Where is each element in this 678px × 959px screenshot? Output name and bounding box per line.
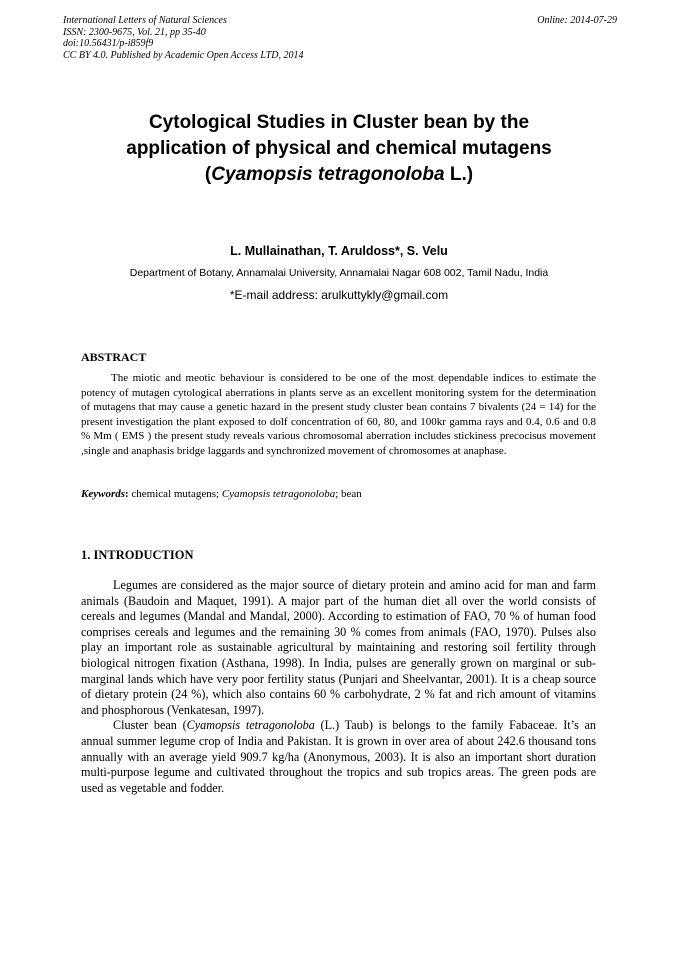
journal-header xyxy=(63,15,617,61)
journal-name: International Letters of Natural Sciences xyxy=(63,15,227,26)
intro-p2-start: Cluster bean ( xyxy=(113,718,187,733)
intro-paragraph-2 xyxy=(81,718,596,796)
title-line-1: Cytological Studies in Cluster bean by the xyxy=(148,112,530,133)
keywords-species: Cyamopsis tetragonoloba xyxy=(221,488,336,500)
title-line-3 xyxy=(80,162,598,188)
intro-p2-rest: (L.) Taub) is belongs to the family Fabaceae. It’s an annual summer legume crop of India and Pakistan. It is grown in over area of about 242.6 thousand tons annually with an average yield 909.7 kg/ha (Anonymous, 2003). It is also an important short duration multi-purpose legume and cultivated throughout the tropics and sub tropics areas. The green pods are used as vegetable and fodder. xyxy=(81,718,596,795)
intro-p2-species: Cyamopsis tetragonoloba xyxy=(186,718,315,733)
authors: L. Mullainathan, T. Aruldoss*, S. Velu xyxy=(230,244,448,258)
issn-line: ISSN: 2300-9675, Vol. 21, pp 35-40 xyxy=(63,26,206,38)
keywords-part-1: chemical mutagens; xyxy=(131,488,222,500)
introduction-body xyxy=(81,578,596,796)
paper-title xyxy=(80,110,598,188)
doi-line: doi:10.56431/p-i859f9 xyxy=(63,38,154,49)
affiliation: Department of Botany, Annamalai University, Annamalai Nagar 608 002, Tamil Nadu, India xyxy=(129,267,549,279)
title-species: Cyamopsis tetragonoloba xyxy=(211,164,445,185)
title-line-2: application of physical and chemical mutagens xyxy=(126,138,552,159)
intro-paragraph-1: Legumes are considered as the major source of dietary protein and amino acid for man and farm animals (Baudoin and Maquet, 1991). A major part of the human diet all over the world consists of cereals and legumes (Mandal and Mandal, 2000). According to estimation of FAO, 70 % of human food comprises cereals and legumes and the remaining 30 % comes from animals (FAO, 1970). Pulses also play an important role as sustainable agricultural by maintaining and restoring soil fertility through biological nitrogen fixation (Asthana, 1998). In India, pulses are generally grown on marginal or sub-marginal lands which have very poor fertility status (Punjari and Sheelvantar, 2001). It is a cheap source of dietary protein (24 %), which also contains 60 % carbohydrate, 2 % fat and rich amount of vitamins and phosphorous (Venkatesan, 1997). xyxy=(81,578,596,717)
keywords-label: Keywords xyxy=(81,488,125,500)
license-line: CC BY 4.0. Published by Academic Open Access LTD, 2014 xyxy=(63,49,304,61)
keywords-part-2: ; bean xyxy=(335,488,362,500)
email-address: *E-mail address: arulkuttykly@gmail.com xyxy=(229,288,449,302)
introduction-heading: 1. INTRODUCTION xyxy=(81,548,194,562)
abstract-text: The miotic and meotic behaviour is considered to be one of the most dependable indices to estimate the potency of mutagen cytological aberrations in plants serve as an excellent monitoring system for the determination of mutagens that may cause a genetic hazard in the present study cluster bean contains 7 bivalents (24 = 14) for the present investigation the plant exposed to dolf concentration of 60, 80, and 100kr gamma rays and 0.4, 0.6 and 0.8 % Mm ( EMS ) the present study reveals various chromosomal aberration includes stickiness precocisus movement ,single and anaphasis bridge laggards and synchronized movement of chromosomes at anaphase. xyxy=(81,372,596,457)
abstract-heading: ABSTRACT xyxy=(81,350,147,364)
keywords-colon: : xyxy=(125,488,132,500)
title-paren-close: L.) xyxy=(444,164,474,185)
online-date: Online: 2014-07-29 xyxy=(537,15,617,26)
keywords xyxy=(81,488,596,500)
title-paren-open: ( xyxy=(204,164,212,185)
